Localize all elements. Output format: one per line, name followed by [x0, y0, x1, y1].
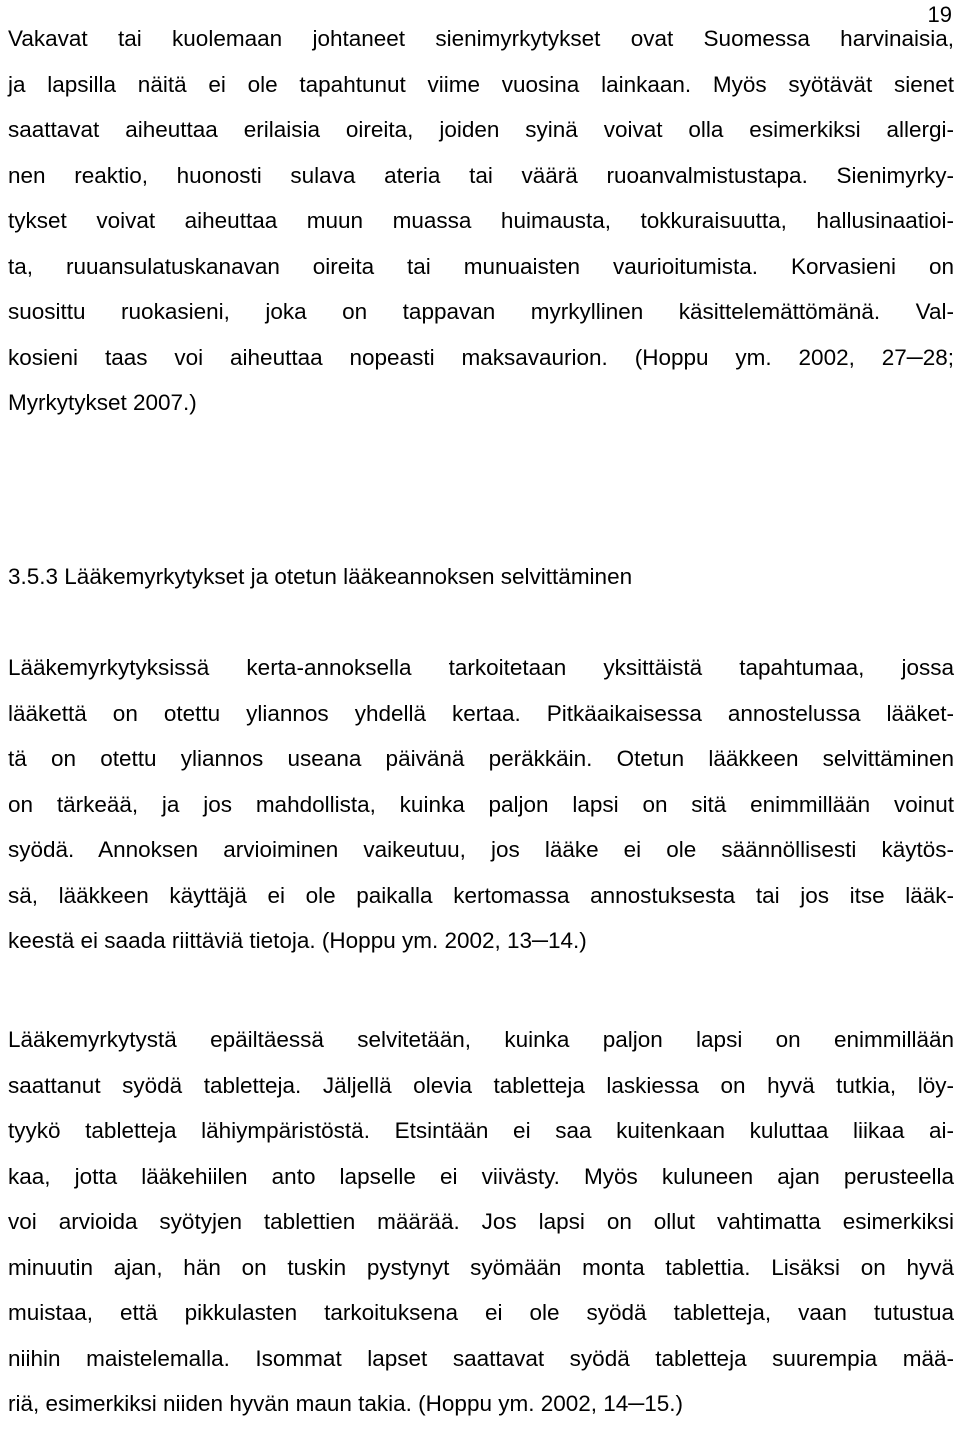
text-line: riä, esimerkiksi niiden hyvän maun takia. (Hoppu ym. 2002, 14─15.) — [8, 1391, 684, 1416]
text-line: lääkettä on otettu yliannos yhdellä kertaa. Pitkäaikaisessa annostelussa lääket- — [8, 700, 954, 726]
text-line: kaa, jotta lääkehiilen anto lapselle ei viivästy. Myös kuluneen ajan perusteella — [8, 1163, 954, 1189]
text-line: minuutin ajan, hän on tuskin pystynyt syömään monta tablettia. Lisäksi on hyvä — [8, 1254, 954, 1280]
section-heading: 3.5.3 Lääkemyrkytykset ja otetun lääkeannoksen selvittäminen — [8, 564, 633, 589]
text-line: Myrkytykset 2007.) — [8, 390, 197, 415]
text-line: ja lapsilla näitä ei ole tapahtunut viime vuosina lainkaan. Myös syötävät sienet — [8, 71, 954, 97]
text-line: sä, lääkkeen käyttäjä ei ole paikalla kertomassa annostuksesta tai jos itse lääk- — [8, 882, 954, 908]
text-line: tyykö tabletteja lähiympäristöstä. Etsintään ei saa kuitenkaan kuluttaa liikaa ai- — [8, 1118, 954, 1143]
text-line: ta, ruuansulatuskanavan oireita tai munuaisten vaurioitumista. Korvasieni on — [8, 253, 954, 279]
text-line: suosittu ruokasieni, joka on tappavan myrkyllinen käsittelemättömänä. Val- — [8, 299, 954, 324]
paragraph-mushroom-poisoning — [8, 16, 954, 426]
paragraph-suspected-drug-poisoning — [8, 1017, 954, 1427]
paragraph-drug-poisoning — [8, 645, 954, 964]
text-line: muistaa, että pikkulasten tarkoituksena ei ole syödä tabletteja, vaan tutustua — [8, 1300, 954, 1325]
text-line: tykset voivat aiheuttaa muun muassa huimausta, tokkuraisuutta, hallusinaatioi- — [8, 208, 954, 233]
text-line: voi arvioida syötyjen tablettien määrää. Jos lapsi on ollut vahtimatta esimerkiksi — [8, 1209, 954, 1234]
text-line: keestä ei saada riittäviä tietoja. (Hoppu ym. 2002, 13─14.) — [8, 928, 587, 953]
text-line: Lääkemyrkytyksissä kerta-annoksella tarkoitetaan yksittäistä tapahtumaa, jossa — [8, 655, 954, 680]
text-line: Lääkemyrkytystä epäiltäessä selvitetään, kuinka paljon lapsi on enimmillään — [8, 1027, 954, 1052]
text-line: saattavat aiheuttaa erilaisia oireita, joiden syinä voivat olla esimerkiksi allergi- — [8, 117, 954, 142]
text-line: nen reaktio, huonosti sulava ateria tai väärä ruoanvalmistustapa. Sienimyrky- — [8, 162, 954, 188]
text-line: Vakavat tai kuolemaan johtaneet sienimyrkytykset ovat Suomessa harvinaisia, — [8, 26, 954, 51]
text-line: on tärkeää, ja jos mahdollista, kuinka paljon lapsi on sitä enimmillään voinut — [8, 791, 954, 817]
page-number: 19 — [927, 2, 952, 27]
text-line: tä on otettu yliannos useana päivänä peräkkäin. Otetun lääkkeen selvittäminen — [8, 746, 954, 771]
text-line: syödä. Annoksen arvioiminen vaikeutuu, jos lääke ei ole säännöllisesti käytös- — [8, 837, 954, 862]
text-line: saattanut syödä tabletteja. Jäljellä olevia tabletteja laskiessa on hyvä tutkia, löy- — [8, 1072, 954, 1098]
text-line: niihin maistelemalla. Isommat lapset saattavat syödä tabletteja suurempia mää- — [8, 1345, 954, 1371]
text-line: kosieni taas voi aiheuttaa nopeasti maksavaurion. (Hoppu ym. 2002, 27─28; — [8, 344, 954, 370]
